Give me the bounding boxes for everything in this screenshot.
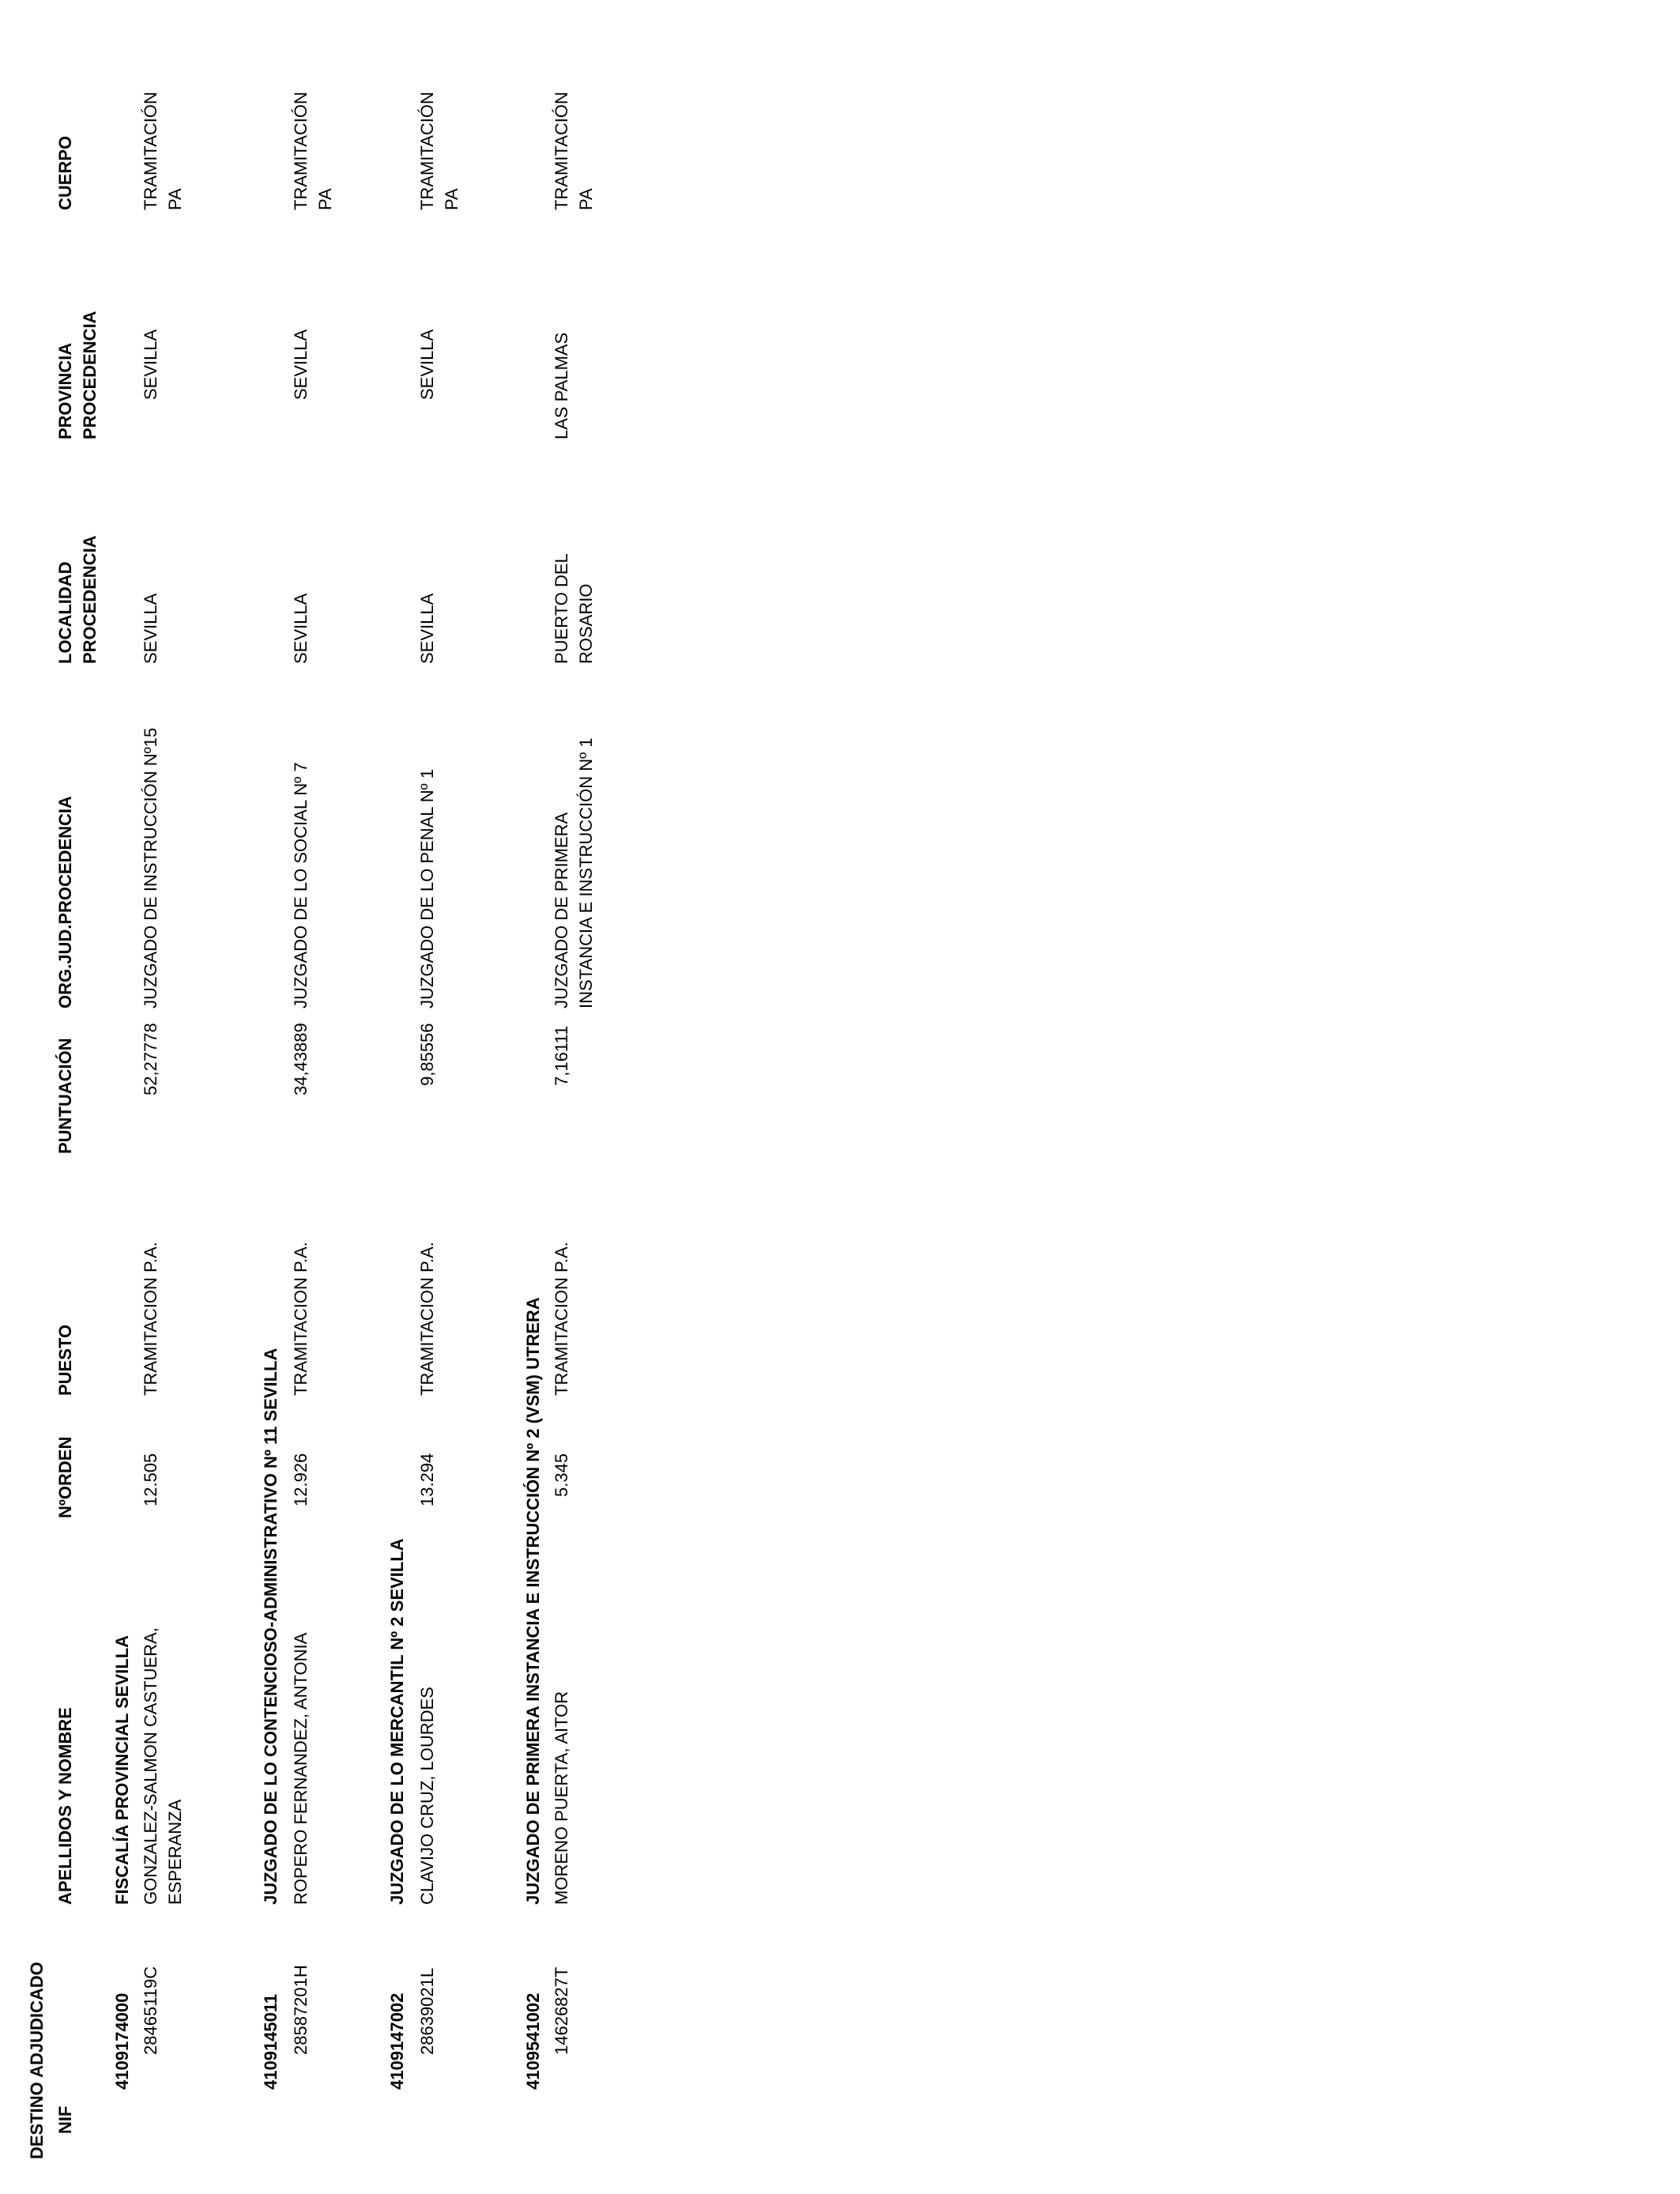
cell-nif: 14626827T bbox=[552, 1966, 571, 2055]
cell-localidad-line1: PUERTO DEL bbox=[552, 553, 571, 664]
column-header-org: ORG.JUD.PROCEDENCIA bbox=[55, 796, 75, 1008]
cell-orden: 5.345 bbox=[552, 1453, 571, 1497]
cell-puntuacion: 34,43889 bbox=[291, 1023, 311, 1095]
cell-puesto: TRAMITACION P.A. bbox=[291, 1242, 311, 1396]
cell-localidad-line2: ROSARIO bbox=[576, 583, 596, 664]
column-header-orden: NºORDEN bbox=[55, 1436, 75, 1518]
cell-puntuacion: 7,16111 bbox=[552, 1025, 571, 1086]
group-code: 4109174000 bbox=[112, 1992, 132, 2090]
group-name: JUZGADO DE LO CONTENCIOSO-ADMINISTRATIVO Nº 11 SEVILLA bbox=[261, 1348, 281, 1905]
cell-orden: 12.926 bbox=[291, 1453, 311, 1506]
group-code: 4109147002 bbox=[387, 1992, 407, 2090]
column-header-puntuacion: PUNTUACIÓN bbox=[55, 1038, 75, 1154]
cell-provincia: LAS PALMAS bbox=[552, 332, 571, 439]
cell-puesto: TRAMITACION P.A. bbox=[141, 1242, 160, 1396]
group-name: JUZGADO DE PRIMERA INSTANCIA E INSTRUCCIÓN Nº 2 (VSM) UTRERA bbox=[523, 1297, 543, 1905]
cell-orden: 13.294 bbox=[417, 1453, 437, 1506]
cell-nombre-line1: MORENO PUERTA, AITOR bbox=[552, 1691, 571, 1905]
column-header-provincia-line2: PROCEDENCIA bbox=[80, 311, 100, 439]
group-name: FISCALÍA PROVINCIAL SEVILLA bbox=[112, 1634, 132, 1905]
cell-provincia: SEVILLA bbox=[417, 329, 437, 400]
group-code: 4109145011 bbox=[261, 1993, 281, 2090]
cell-cuerpo-line2: PA bbox=[165, 188, 185, 210]
cell-provincia: SEVILLA bbox=[291, 329, 311, 400]
cell-cuerpo-line1: TRAMITACIÓN bbox=[291, 92, 311, 210]
cell-org-line1: JUZGADO DE LO SOCIAL Nº 7 bbox=[291, 762, 311, 1008]
cell-cuerpo-line2: PA bbox=[315, 188, 335, 210]
cell-nif: 28639021L bbox=[417, 1967, 437, 2055]
cell-org-line1: JUZGADO DE INSTRUCCIÓN Nº15 bbox=[141, 727, 160, 1008]
column-header-puesto: PUESTO bbox=[55, 1324, 75, 1396]
group-code: 4109541002 bbox=[523, 1992, 543, 2090]
column-header-provincia-line1: PROVINCIA bbox=[55, 342, 75, 439]
cell-cuerpo-line1: TRAMITACIÓN bbox=[417, 92, 437, 210]
cell-org-line1: JUZGADO DE LO PENAL Nº 1 bbox=[417, 768, 437, 1008]
cell-nombre-line1: ROPERO FERNANDEZ, ANTONIA bbox=[291, 1632, 311, 1905]
column-header-localidad-line1: LOCALIDAD bbox=[55, 561, 75, 664]
cell-puesto: TRAMITACION P.A. bbox=[552, 1242, 571, 1396]
cell-nif: 28465119C bbox=[141, 1966, 160, 2055]
cell-org-line2: INSTANCIA E INSTRUCCIÓN Nº 1 bbox=[576, 737, 596, 1008]
cell-nombre-line2: ESPERANZA bbox=[165, 1799, 185, 1905]
cell-org-line1: JUZGADO DE PRIMERA bbox=[552, 812, 571, 1008]
cell-orden: 12.505 bbox=[141, 1453, 160, 1506]
group-name: JUZGADO DE LO MERCANTIL Nº 2 SEVILLA bbox=[387, 1538, 407, 1905]
cell-nif: 28587201H bbox=[291, 1965, 311, 2055]
section-title: DESTINO ADJUDICADO bbox=[27, 1962, 47, 2159]
cell-cuerpo-line1: TRAMITACIÓN bbox=[552, 92, 571, 210]
cell-localidad-line1: SEVILLA bbox=[291, 593, 311, 664]
column-header-nif: NIF bbox=[55, 2105, 75, 2134]
cell-provincia: SEVILLA bbox=[141, 329, 160, 400]
cell-nombre-line1: GONZALEZ-SALMON CASTUERA, bbox=[141, 1627, 160, 1905]
cell-puesto: TRAMITACION P.A. bbox=[417, 1242, 437, 1396]
cell-localidad-line1: SEVILLA bbox=[141, 593, 160, 664]
cell-localidad-line1: SEVILLA bbox=[417, 593, 437, 664]
cell-cuerpo-line2: PA bbox=[442, 188, 461, 210]
cell-puntuacion: 52,27778 bbox=[141, 1023, 160, 1095]
cell-nombre-line1: CLAVIJO CRUZ, LOURDES bbox=[417, 1687, 437, 1905]
cell-cuerpo-line1: TRAMITACIÓN bbox=[141, 92, 160, 210]
column-header-localidad-line2: PROCEDENCIA bbox=[80, 535, 100, 664]
cell-puntuacion: 9,85556 bbox=[417, 1023, 437, 1086]
cell-cuerpo-line2: PA bbox=[576, 188, 596, 210]
column-header-apellidos: APELLIDOS Y NOMBRE bbox=[55, 1707, 75, 1905]
column-header-cuerpo: CUERPO bbox=[55, 135, 75, 210]
